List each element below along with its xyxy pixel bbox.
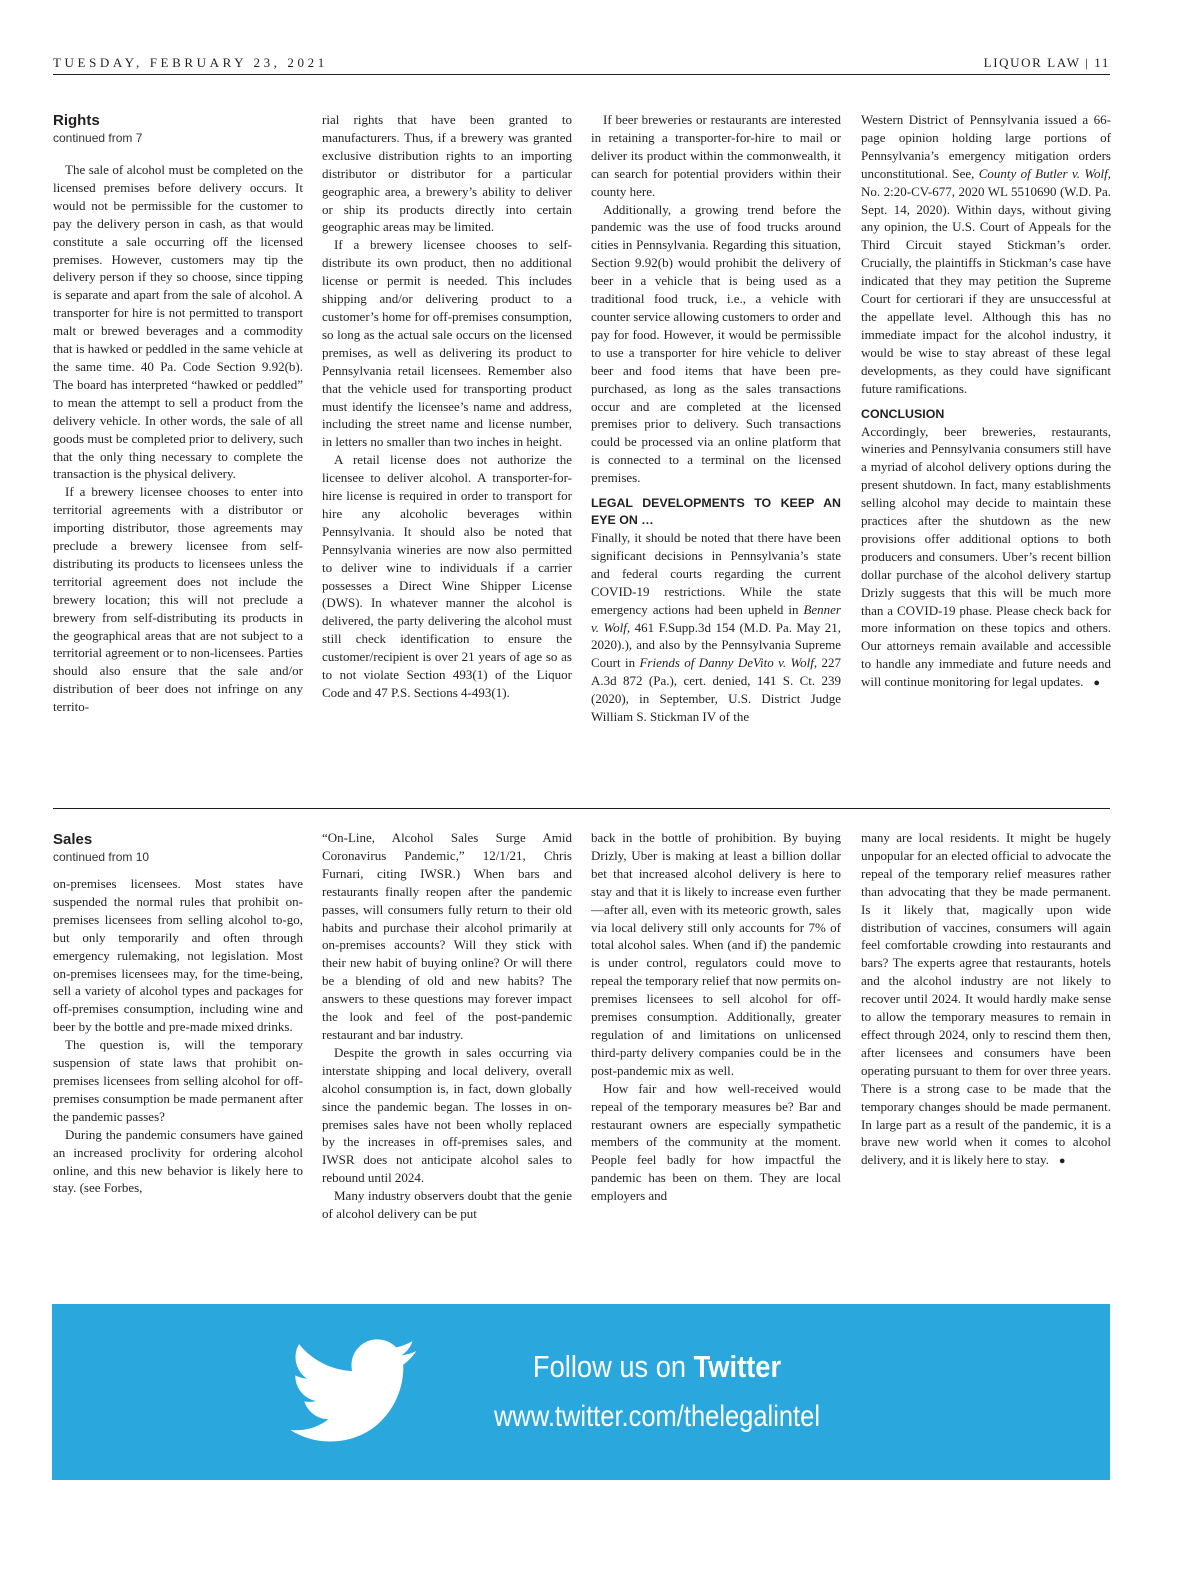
header-separator: | [1085, 55, 1090, 70]
rights-column-3 [591, 111, 841, 726]
sales-column-2 [322, 829, 572, 1223]
legal-developments-subhead: LEGAL DEVELOPMENTS TO KEEP AN EYE ON … [591, 496, 841, 528]
section-page-label [984, 55, 1110, 71]
sales-paragraph: “On-Line, Alcohol Sales Surge Amid Coronavirus Pandemic,” 12/1/21, Chris Furnari, citing IWSR.) When bars and restaurants finally reopen after the pandemic passes, will consumers fully return to their old habits and purchase their alcohol primarily at on-premises accounts? Will they stick with their new habit of buying online? Or will there be a blending of old and new habits? The answers to these questions may forever impact the look and feel of the post-pandemic restaurant and bar industry. [322, 830, 572, 1042]
sales-column-1 [53, 831, 303, 1197]
rights-kicker: Rights [53, 112, 100, 129]
sales-continued-line: continued from 10 [53, 850, 150, 864]
text-run: many are local residents. It might be hugely unpopular for an elected official to advocate the repeal of the temporary relief measures rather than advocating that they be made permanent. Is it likely that, magically upon wide distribution of vaccines, consumers will again feel comfortable crowding into restaurants and bars? The experts agree that restaurants, hotels and the alcohol industry are not likely to recover until 2024. It would hardly make sense to allow the temporary measures to remain in effect through 2024, only to rescind them then, after licensees and consumers have been operating pursuant to them for over three years. There is a strong case to be made that the temporary changes should be made permanent. In large part as a result of the pandemic, it is a brave new world when it comes to alcohol delivery, and it is likely here to stay. [861, 830, 1111, 1168]
page-number: 11 [1094, 55, 1110, 70]
twitter-url-link[interactable]: www.twitter.com/thelegalintel [494, 1400, 820, 1433]
sales-paragraph: Despite the growth in sales occurring via interstate shipping and local delivery, overall alcohol consumption is, in fact, down globally since the pandemic began. The losses in on-premises sales have not been wholly replaced by the increases in off-premises sales, and IWSR does not anticipate alcohol sales to rebound until 2024. [322, 1044, 572, 1186]
running-head [53, 53, 1110, 75]
case-citation: County of Butler v. Wolf, [978, 165, 1111, 181]
rights-paragraph [861, 111, 1111, 398]
end-of-article-mark: ● [1093, 677, 1101, 690]
sales-paragraph [861, 829, 1111, 1171]
rights-paragraph [591, 529, 841, 726]
rights-paragraph: rial rights that have been granted to manufacturers. Thus, if a brewery was granted exclusive distribution rights to an importing distributor or distributor for a particular geographic area, a brewery’s ability to deliver or ship its products directly into certain geographic areas may be limited. [322, 112, 572, 235]
rights-paragraph: The sale of alcohol must be completed on the licensed premises before delivery occurs. It would not be permissible for the customer to pay the delivery person in cash, as that would constitute a sale occurring off the licensed premises. However, customers may tip the delivery person if they so choose, since tipping is separate and apart from the sale of alcohol. A transporter for hire is not permitted to transport malt or brewed beverages and a commodity that is hawked or peddled in the same vehicle at the same time. 40 Pa. Code Section 9.92(b). The board has interpreted “hawked or peddled” to mean the attempt to sell a product from the delivery vehicle. In other words, the sale of all goods must be completed prior to delivery, such that the only thing necessary to complete the transaction is the physical delivery. [53, 162, 303, 482]
follow-prefix: Follow us on [532, 1349, 687, 1384]
sales-column-4 [861, 829, 1111, 1171]
rights-paragraph: A retail license does not authorize the licensee to deliver alcohol. A transporter-for-hire license is required in order to transport for hire any alcoholic beverages within Pennsylvania. It should also be noted that Pennsylvania wineries are now also permitted to deliver wine to individuals if a carrier possesses a Direct Wine Shipper License (DWS). In whatever manner the alcohol is delivered, the party delivering the alcohol must still check identification to ensure the customer/recipient is over 21 years of age so as to not violate Section 493(1) of the Liquor Code and 47 P.S. Sections 4-493(1). [322, 452, 572, 700]
rights-paragraph: If beer breweries or restaurants are interested in retaining a transporter-for-hire to mail or deliver its product within the commonwealth, it can search for potential providers within their county here. [591, 112, 841, 199]
rights-continued-line: continued from 7 [53, 131, 143, 145]
case-citation: Friends of Danny DeVito v. Wolf [639, 655, 814, 671]
rights-column-4 [861, 111, 1111, 693]
rights-paragraph: If a brewery licensee chooses to self-distribute its own product, then no additional license or permit is needed. This includes shipping and/or delivering product to a customer’s home for off-premises consumption, so long as the actual sale occurs on the licensed premises, as well as delivering its product to Pennsylvania retail licensees. Remember also that the vehicle used for transporting product must identify the licensee’s name and address, including the street name and license number, in letters no smaller than two inches in height. [322, 237, 572, 450]
text-run: , 227 A.3d 872 (Pa.), cert. denied, 141 S. Ct. 239 (2020), in September, U.S. District Judge William S. Stickman IV of the [591, 655, 842, 725]
text-run: 461 F.Supp.3d 154 (M.D. Pa. May 21, 2020).), and also by the Pennsylvania Supreme Court in [591, 619, 841, 671]
sales-paragraph: How fair and how well-received would repeal of the temporary measures be? Bar and restaurant owners are especially sympathetic members of the community at the moment. People feel badly for how impactful the pandemic has been on them. They are local employers and [591, 1080, 841, 1204]
sales-paragraph: During the pandemic consumers have gained an increased proclivity for ordering alcohol online, and this new behavior is likely here to stay. (see Forbes, [53, 1126, 303, 1196]
sales-paragraph: The question is, will the temporary suspension of state laws that prohibit on-premises licensees from selling alcohol for off-premises consumption be made permanent after the pandemic passes? [53, 1037, 303, 1124]
text-run: Western District of Pennsylvania issued a 66-page opinion holding large portions of Pennsylvania’s emergency mitigation orders unconstitutional. See, [861, 112, 1111, 181]
issue-date: TUESDAY, FEBRUARY 23, 2021 [53, 55, 328, 70]
rights-paragraph: Additionally, a growing trend before the pandemic was the use of food trucks around cities in Pennsylvania. Regarding this situation, Section 9.92(b) would prohibit the delivery of beer in a vehicle that is being used as a traditional food truck, i.e., a vehicle with counter service allowing customers to order and pay for food. However, it would be permissible to use a transporter for hire vehicle to deliver beer and food items that have been pre-purchased, as long as the sales transactions occur and are completed at the licensed premises prior to delivery. Such transactions could be processed via an online platform that is connected to a terminal on the licensed premises. [591, 201, 841, 486]
section-name: LIQUOR LAW [983, 55, 1081, 70]
case-citation: Benner v. Wolf, [591, 601, 841, 635]
text-run: Finally, it should be noted that there have been significant decisions in Pennsylvania’s state and federal courts regarding the current COVID-19 restrictions. While the state emergency actions had been upheld in [591, 530, 841, 617]
rights-paragraph: If a brewery licensee chooses to enter into territorial agreements with a distributor or importing distributor, those agreements may preclude a brewery licensee from self-distributing its products to licensees unless the territorial agreement does not include the brewery location; this will not preclude a brewery from self-distributing its products in the geographical areas that are not subject to a territorial agreement or to non-licensees. Parties should also ensure that the sale and/or distribution of beer does not infringe on any territo- [53, 484, 303, 715]
twitter-brand: Twitter [693, 1349, 782, 1384]
rights-column-1 [53, 112, 303, 716]
text-run: No. 2:20-CV-677, 2020 WL 5510690 (W.D. Pa. Sept. 14, 2020). Within days, without giving any opinion, the U.S. Court of Appeals for the Third Circuit stayed Stickman’s order. Crucially, the plaintiffs in Stickman’s case have indicated that they may petition the Supreme Court for certiorari if they are unsuccessful at the appellate level. Although this has no immediate impact for the alcohol industry, it would be wise to stay abreast of these legal developments, as they could have significant future ramifications. [861, 183, 1111, 396]
sales-paragraph: on-premises licensees. Most states have suspended the normal rules that prohibit on-premises licensees from selling alcohol to-go, but only temporarily and often through emergency rulemaking, not legislation. Most on-premises licensees may, for the time-being, sell a variety of alcohol types and packages for off-premises consumption, including wine and beer by the bottle and pre-made mixed drinks. [53, 876, 303, 1035]
article-divider [53, 808, 1110, 809]
follow-us-line [468, 1342, 846, 1392]
twitter-banner[interactable] [52, 1304, 1110, 1480]
sales-paragraph: Many industry observers doubt that the genie of alcohol delivery can be put [322, 1188, 572, 1222]
conclusion-subhead: CONCLUSION [861, 406, 945, 421]
banner-text [442, 1342, 872, 1442]
text-run: Accordingly, beer breweries, restaurants, wineries and Pennsylvania consumers still have a myriad of alcohol delivery options during the present shutdown. In fact, many establishments selling alcohol may decide to maintain these practices after the shutdown as the new provisions offer additional options to both producers and consumers. Uber’s recent billion dollar purchase of the alcohol delivery startup Drizly suggests that this will be much more than a COVID-19 phase. Please check back for more information on these topics and others. Our attorneys remain available and accessible to handle any immediate and future needs and will continue monitoring for legal updates. [861, 423, 1111, 690]
sales-paragraph: back in the bottle of prohibition. By buying Drizly, Uber is making at least a billion dollar bet that increased alcohol delivery is here to stay and that it is likely to increase even further—after all, even with its meteoric growth, sales via local delivery still only accounts for 7% of total alcohol sales. When (and if) the pandemic is under control, regulators could move to repeal the temporary relief that now permits on-premises licensees to sell alcohol for off-premises consumption. Additionally, greater regulation of and limitations on unlicensed third-party delivery companies could be in the post-pandemic mix as well. [591, 830, 841, 1078]
sales-column-3 [591, 829, 841, 1205]
rights-paragraph [861, 423, 1111, 694]
rights-column-2 [322, 111, 572, 702]
twitter-bird-icon [290, 1339, 416, 1443]
end-of-article-mark: ● [1058, 1155, 1066, 1168]
sales-kicker: Sales [53, 831, 93, 848]
